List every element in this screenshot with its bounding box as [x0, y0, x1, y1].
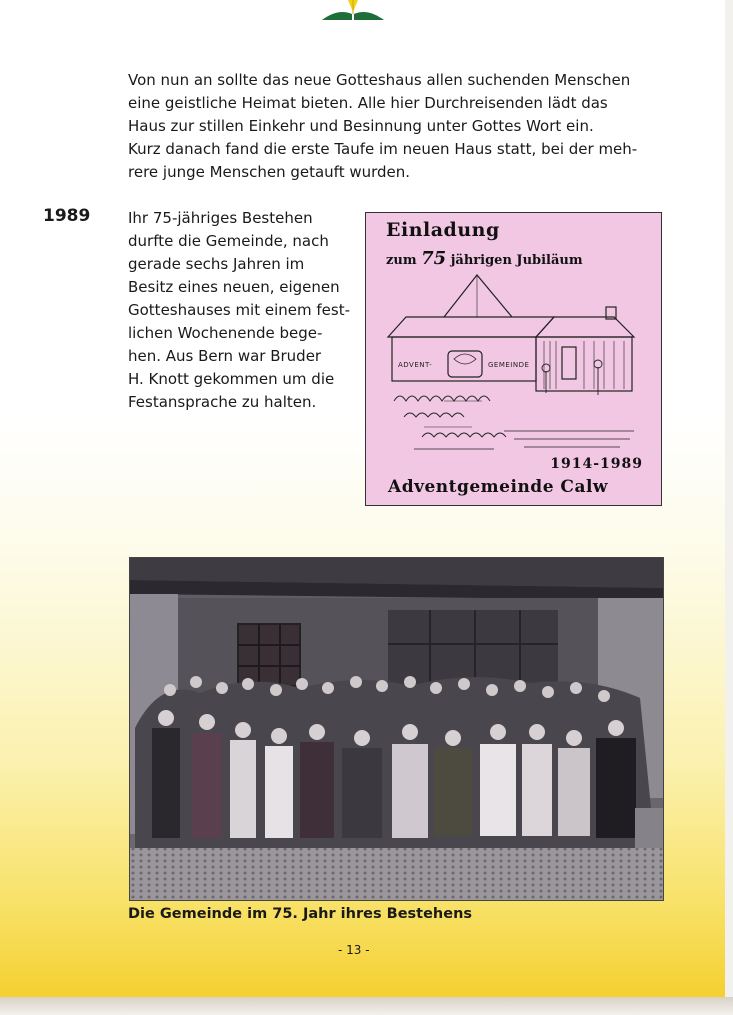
text-line: Haus zur stillen Einkehr und Besinnung unter Gottes Wort ein.: [128, 117, 594, 135]
photo-caption: Die Gemeinde im 75. Jahr ihres Bestehens: [128, 906, 473, 922]
church-logo-icon: [318, 0, 388, 22]
text-line: lichen Wochenende bege-: [128, 324, 323, 342]
text-line: Gotteshauses mit einem fest-: [128, 301, 350, 319]
text-line: rere junge Menschen getauft wurden.: [128, 163, 411, 181]
sign-left-text: ADVENT-: [398, 361, 433, 369]
text-line: durfte die Gemeinde, nach: [128, 232, 329, 250]
invitation-years: 1914-1989: [550, 456, 643, 472]
text-line: Festansprache zu halten.: [128, 393, 317, 411]
text-line: gerade sechs Jahren im: [128, 255, 305, 273]
invitation-title: Einladung: [386, 219, 500, 241]
intro-paragraph: [128, 69, 688, 184]
subtitle-number: 75: [421, 248, 447, 269]
invitation-subtitle: [386, 248, 654, 269]
text-line: Kurz danach fand die erste Taufe im neuen Haus statt, bei der meh-: [128, 140, 638, 158]
invitation-footer: Adventgemeinde Calw: [388, 477, 609, 497]
page-edge-shadow: [0, 997, 733, 1015]
subtitle-pre: zum: [386, 253, 417, 268]
text-line: Von nun an sollte das neue Gotteshaus allen suchenden Menschen: [128, 71, 631, 89]
text-line: Besitz eines neuen, eigenen: [128, 278, 340, 296]
text-line: eine geistliche Heimat bieten. Alle hier Durchreisenden lädt das: [128, 94, 608, 112]
text-line: Ihr 75-jähriges Bestehen: [128, 209, 313, 227]
year-paragraph: [128, 207, 368, 414]
invitation-card: [365, 212, 662, 506]
group-photo: [129, 557, 664, 901]
group-photo-image-icon: [130, 558, 664, 901]
text-line: hen. Aus Bern war Bruder: [128, 347, 322, 365]
sign-right-text: GEMEINDE: [488, 361, 530, 369]
page-number: - 13 -: [338, 943, 370, 957]
year-heading: 1989: [43, 206, 91, 226]
text-line: H. Knott gekommen um die: [128, 370, 335, 388]
subtitle-post: jährigen Jubiläum: [450, 253, 583, 268]
